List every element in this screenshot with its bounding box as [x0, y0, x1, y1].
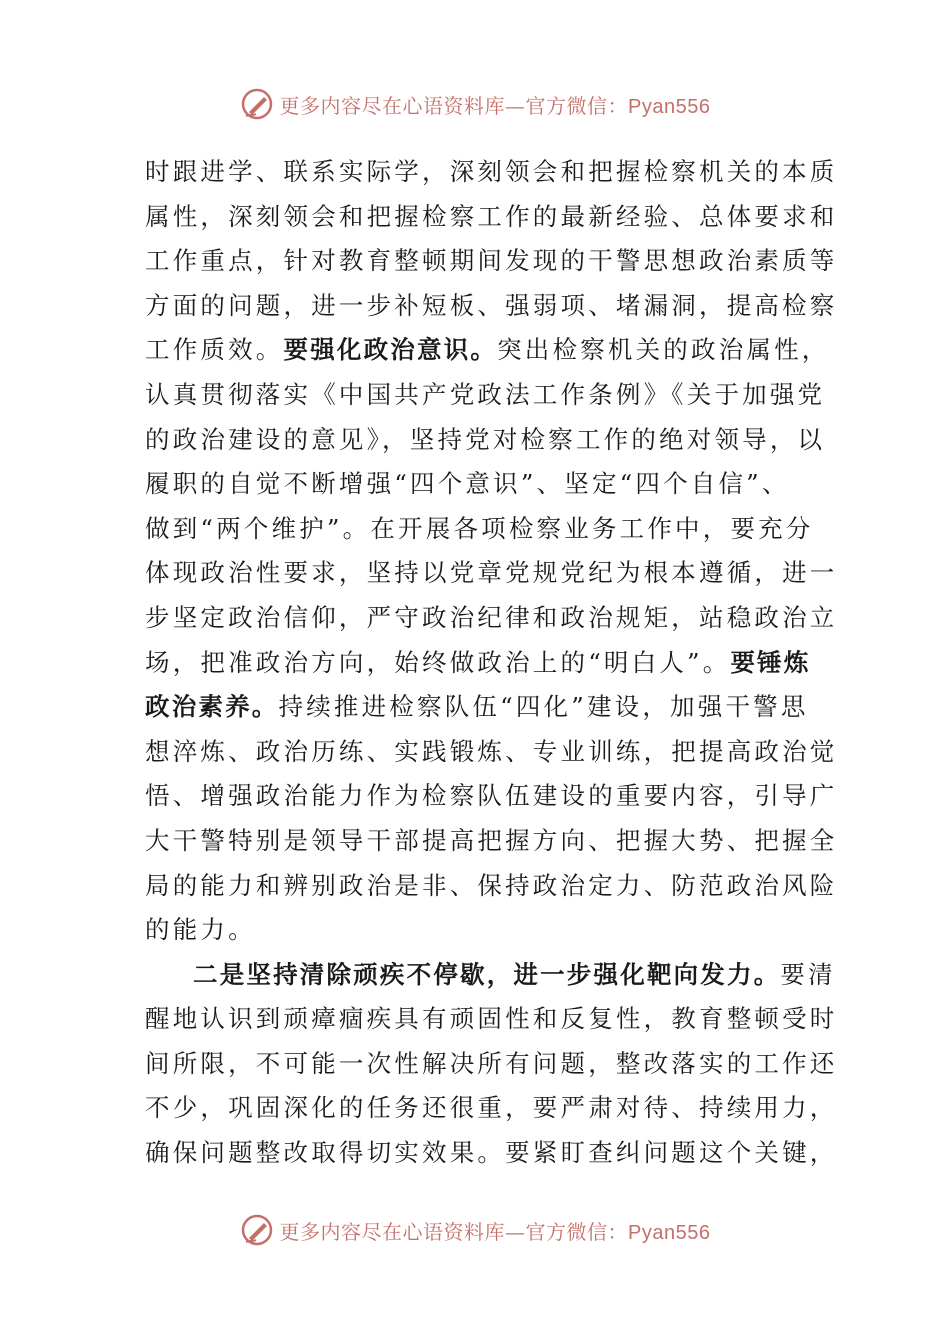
text-line	[145, 507, 814, 552]
text-line	[145, 997, 838, 1042]
pen-logo-icon	[240, 87, 274, 121]
text-line	[145, 1131, 838, 1176]
body-text: 悟、增强政治能力作为检察队伍建设的重要内容，引导广	[145, 781, 838, 811]
text-line	[145, 418, 826, 463]
watermark-id: Pyan556	[628, 1221, 711, 1244]
body-text: 醒地认识到顽瘴痼疾具有顽固性和反复性，教育整顿受时	[145, 1004, 838, 1034]
body-text: 局的能力和辨别政治是非、保持政治定力、防范政治风险	[145, 870, 838, 900]
watermark-text: 更多内容尽在心语资料库—官方微信：Pyan556	[279, 1219, 711, 1244]
footer-watermark	[0, 1210, 950, 1250]
body-text: 履职的自觉不断增强“四个意识”、坚定“四个自信”、	[145, 469, 790, 499]
text-line	[145, 1042, 838, 1087]
body-text: 场，把准政治方向，始终做政治上的“明白人”。	[145, 647, 731, 677]
text-line	[145, 195, 838, 240]
text-line	[145, 462, 807, 507]
text-line	[145, 864, 838, 909]
body-text: 步坚定政治信仰，严守政治纪律和政治规矩，站稳政治立	[145, 602, 838, 632]
body-text: 间所限，不可能一次性解决所有问题，整改落实的工作还	[145, 1048, 838, 1078]
text-line	[145, 373, 826, 418]
body-text: 工作质效。	[145, 335, 284, 365]
body-text: 持续推进检察队伍“四化”建设，加强干警思	[278, 692, 809, 722]
pen-logo-icon	[240, 1213, 274, 1247]
text-line	[145, 685, 807, 730]
body-text: 的政治建设的意见》，坚持党对检察工作的绝对领导，以	[145, 424, 826, 454]
paragraph	[145, 150, 838, 953]
watermark-text: 更多内容尽在心语资料库—官方微信：Pyan556	[279, 93, 711, 118]
body-text: 体现政治性要求，坚持以党章党规党纪为根本遵循，进一	[145, 558, 838, 588]
text-line	[145, 730, 838, 775]
text-line	[145, 819, 838, 864]
bold-heading-text: 要锤炼	[730, 647, 811, 677]
body-text: 要清	[780, 959, 836, 989]
body-text: 时跟进学、联系实际学，深刻领会和把握检察机关的本质	[145, 157, 838, 186]
body-text: 认真贯彻落实《中国共产党政法工作条例》《关于加强党	[145, 379, 826, 409]
paragraph	[145, 953, 838, 1176]
body-text: 大干警特别是领导干部提高把握方向、把握大势、把握全	[145, 825, 838, 855]
text-line	[145, 239, 838, 284]
body-text: 突出检察机关的政治属性，	[497, 335, 830, 365]
text-line	[145, 1086, 838, 1131]
text-line	[145, 150, 838, 195]
body-text: 属性，深刻领会和把握检察工作的最新经验、总体要求和	[145, 201, 838, 231]
body-text: 做到“两个维护”。在开展各项检察业务工作中，要充分	[145, 513, 814, 543]
text-line	[145, 284, 838, 329]
text-line	[145, 774, 838, 819]
body-text: 工作重点，针对教育整顿期间发现的干警思想政治素质等	[145, 246, 838, 276]
body-text: 方面的问题，进一步补短板、强弱项、堵漏洞，提高检察	[145, 290, 838, 320]
text-line	[145, 641, 811, 686]
header-watermark	[0, 84, 950, 124]
text-line	[145, 953, 836, 998]
bold-heading-text: 政治素养。	[145, 692, 279, 722]
body-text: 确保问题整改取得切实效果。要紧盯查纠问题这个关键，	[145, 1138, 838, 1168]
text-line	[145, 328, 830, 373]
body-text: 想淬炼、政治历练、实践锻炼、专业训练，把提高政治觉	[145, 736, 838, 766]
text-line	[145, 596, 838, 641]
text-line	[145, 551, 838, 596]
bold-heading-text: 二是坚持清除顽疾不停歇，进一步强化靶向发力。	[193, 959, 781, 989]
watermark-id: Pyan556	[628, 95, 711, 118]
body-text: 不少，巩固深化的任务还很重，要严肃对待、持续用力，	[145, 1093, 838, 1123]
text-line	[145, 908, 807, 953]
body-text: 的能力。	[145, 915, 256, 945]
bold-heading-text: 要强化政治意识。	[283, 335, 498, 365]
document-body	[145, 150, 838, 1176]
